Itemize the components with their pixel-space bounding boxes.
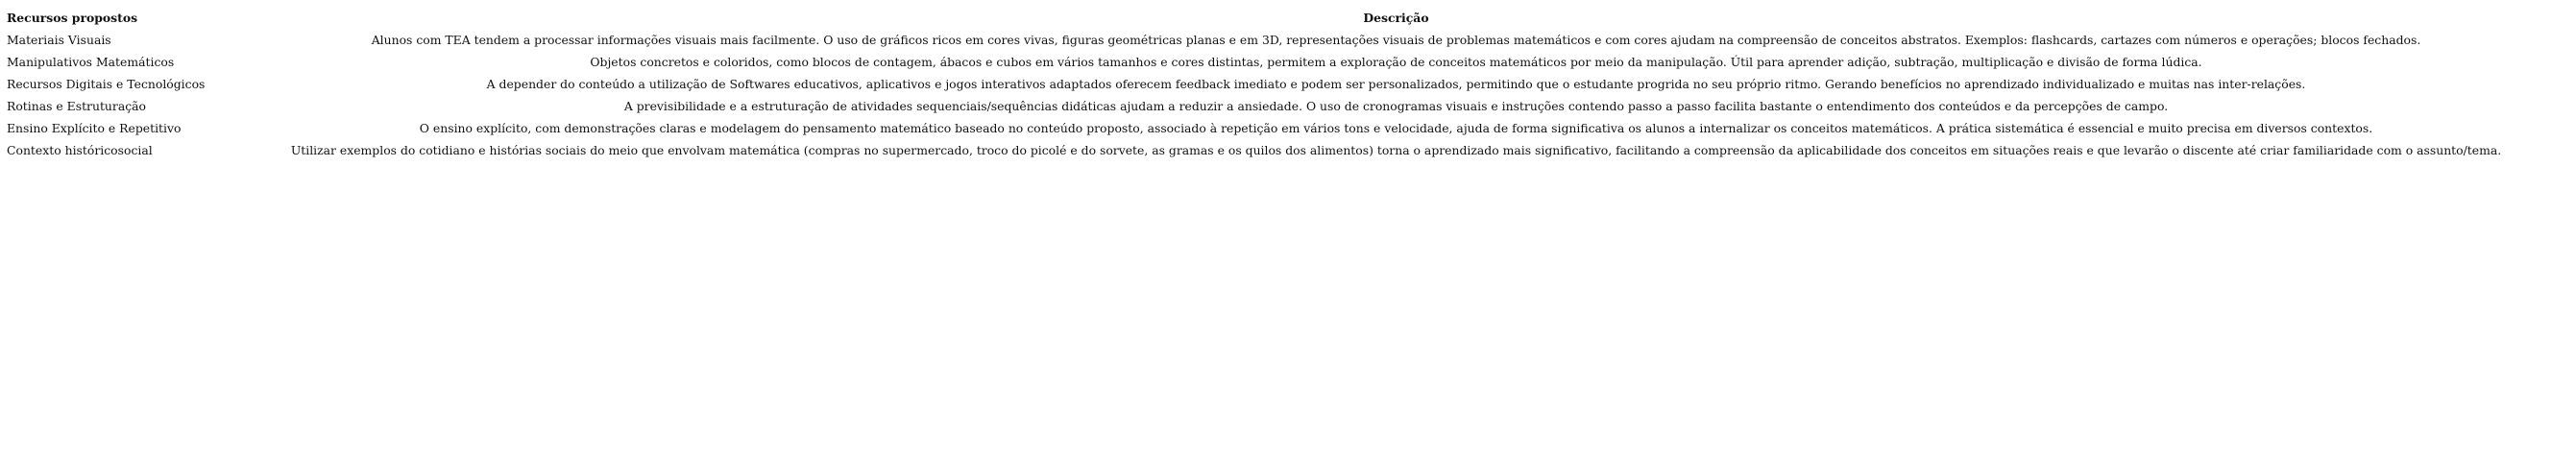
- row-description-cell: Objetos concretos e coloridos, como blocos de contagem, ábacos e cubos em vários tamanhos e cores distintas, permitem a exploração de conceitos matemáticos por meio da manipulação. Útil para aprender adição, subtração, multiplicação e divisão de forma lúdica.: [590, 55, 2202, 69]
- resources-table: [7, 7, 2569, 161]
- header-description: Descrição: [1363, 11, 1429, 25]
- header-resources: Recursos propostos: [7, 11, 138, 25]
- table-header-row: [7, 7, 2569, 29]
- table-row: [7, 117, 2569, 139]
- row-resource-cell: Rotinas e Estruturação: [7, 99, 147, 113]
- row-resource-cell: Contexto históricosocial: [7, 143, 153, 157]
- resources-table-container: [7, 7, 2569, 161]
- row-description-cell: Alunos com TEA tendem a processar informações visuais mais facilmente. O uso de gráficos ricos em cores vivas, figuras geométricas planas e em 3D, representações visuais de problemas matemáticos e com cores ajudam na compreensão de conceitos abstratos. Exemplos: flashcards, cartazes com números e operações; blocos fechados.: [371, 33, 2421, 47]
- table-row: [7, 51, 2569, 73]
- row-resource-cell: Recursos Digitais e Tecnológicos: [7, 77, 206, 91]
- row-description-cell: A previsibilidade e a estruturação de atividades sequenciais/sequências didáticas ajudam a reduzir a ansiedade. O uso de cronogramas visuais e instruções contendo passo a passo facilita bastante o entendimento dos conteúdos e da percepções de campo.: [623, 99, 2169, 113]
- table-row: [7, 139, 2569, 161]
- row-description-cell: A depender do conteúdo a utilização de Softwares educativos, aplicativos e jogos interativos adaptados oferecem feedback imediato e podem ser personalizados, permitindo que o estudante progrida no seu próprio ritmo. Gerando benefícios no aprendizado individualizado e muitas nas inter-relações.: [486, 77, 2306, 91]
- row-resource-cell: Materiais Visuais: [7, 33, 111, 47]
- row-description-cell: Utilizar exemplos do cotidiano e histórias sociais do meio que envolvam matemática (compras no supermercado, troco do picolé e do sorvete, as gramas e os quilos dos alimentos) torna o aprendizado mais significativo, facilitando a compreensão da aplicabilidade dos conceitos em situações reais e que levarão o discente até criar familiaridade com o assunto/tema.: [290, 143, 2502, 157]
- row-description-cell: O ensino explícito, com demonstrações claras e modelagem do pensamento matemático baseado no conteúdo proposto, associado à repetição em vários tons e velocidade, ajuda de forma significativa os alunos a internalizar os conceitos matemáticos. A prática sistemática é essencial e muito precisa em diversos contextos.: [419, 121, 2373, 135]
- table-row: [7, 95, 2569, 117]
- row-resource-cell: Manipulativos Matemáticos: [7, 55, 175, 69]
- table-row: [7, 29, 2569, 51]
- table-row: [7, 73, 2569, 95]
- row-resource-cell: Ensino Explícito e Repetitivo: [7, 121, 182, 135]
